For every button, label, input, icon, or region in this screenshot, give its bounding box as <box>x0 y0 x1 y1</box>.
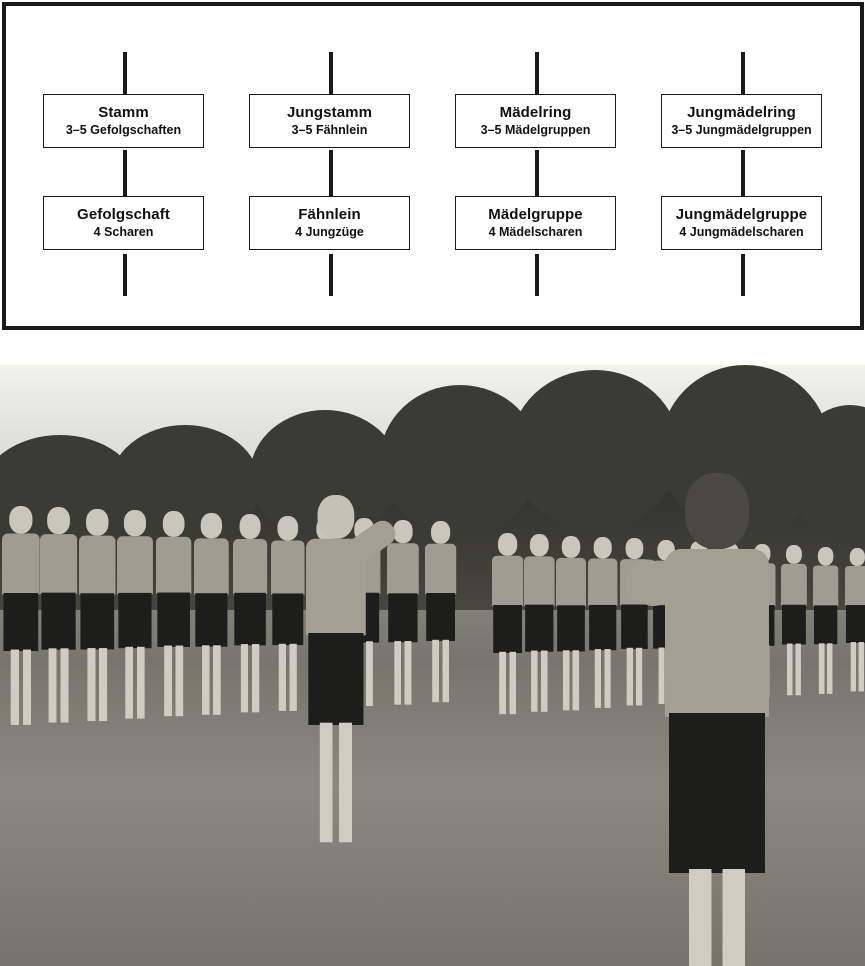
unit-name: Gefolgschaft <box>77 206 170 223</box>
head <box>498 533 517 556</box>
head <box>818 547 834 565</box>
shorts <box>621 605 648 649</box>
org-box-jungstamm <box>249 94 410 148</box>
legs <box>87 648 107 721</box>
org-box-jungmaedelgruppe <box>661 196 822 250</box>
head <box>239 514 260 539</box>
shirt <box>665 549 769 717</box>
legs <box>689 869 745 966</box>
shirt <box>40 534 77 594</box>
org-box-faehnlein <box>249 196 410 250</box>
head <box>786 545 802 564</box>
shorts <box>814 605 837 644</box>
unit-name: Jungstamm <box>286 104 373 121</box>
shorts <box>42 593 76 650</box>
legs <box>432 640 449 702</box>
unit-subdivision: 3–5 Jungmädelgruppen <box>671 123 812 137</box>
historical-photograph <box>0 365 865 966</box>
connector-line <box>535 254 539 296</box>
connector-line <box>123 52 127 96</box>
shorts <box>493 605 522 653</box>
org-box-gefolgschaft <box>43 196 204 250</box>
shirt <box>845 566 865 606</box>
unit-subdivision: 3–5 Gefolgschaften <box>65 123 182 137</box>
head <box>201 513 222 538</box>
shorts <box>426 593 455 641</box>
connector-line <box>741 52 745 96</box>
shirt <box>556 558 586 606</box>
tree <box>510 370 680 530</box>
unit-name: Jungmädelring <box>687 104 796 121</box>
shirt <box>425 544 456 594</box>
connector-line <box>741 150 745 196</box>
connector-line <box>535 52 539 96</box>
head <box>594 537 612 559</box>
shirt <box>79 535 116 594</box>
shorts <box>80 593 114 649</box>
connector-line <box>329 150 333 196</box>
org-column-jungstamm <box>249 6 414 326</box>
head <box>48 507 71 534</box>
shorts <box>234 593 266 646</box>
shirt <box>492 556 523 606</box>
legs <box>164 646 183 717</box>
shirt <box>387 543 419 594</box>
unit-subdivision: 4 Jungzüge <box>295 225 364 239</box>
unit-subdivision: 4 Mädelscharen <box>488 225 583 239</box>
legs <box>627 648 643 706</box>
shorts <box>3 593 38 651</box>
shirt <box>233 539 267 594</box>
head <box>278 516 299 541</box>
shirt <box>117 536 153 594</box>
legs <box>279 643 297 710</box>
unit-subdivision: 4 Scharen <box>93 225 154 239</box>
unit-subdivision: 4 Jungmädelscharen <box>679 225 804 239</box>
unit-name: Stamm <box>98 104 149 121</box>
legs <box>241 644 259 712</box>
shorts <box>557 605 585 651</box>
shirt <box>588 559 617 607</box>
org-column-stamm <box>43 6 208 326</box>
org-box-maedelgruppe <box>455 196 616 250</box>
legs <box>11 650 31 725</box>
shorts <box>589 605 616 650</box>
org-column-maedelring <box>455 6 620 326</box>
unit-name: Mädelring <box>499 104 572 121</box>
shirt <box>271 540 305 594</box>
shorts <box>196 593 228 646</box>
legs <box>563 650 579 710</box>
shorts <box>525 605 553 652</box>
head <box>124 510 146 536</box>
org-box-maedelring <box>455 94 616 148</box>
legs <box>851 642 864 691</box>
legs <box>202 645 221 714</box>
legs <box>49 649 69 723</box>
shorts <box>272 593 303 645</box>
shirt <box>156 537 191 594</box>
head <box>393 520 413 543</box>
shorts <box>157 593 190 647</box>
legs <box>394 641 411 705</box>
head <box>562 536 580 558</box>
connector-line <box>535 150 539 196</box>
shirt <box>781 564 807 606</box>
connector-line <box>741 254 745 296</box>
shirt <box>524 557 555 606</box>
head <box>685 473 749 549</box>
legs <box>595 649 611 708</box>
legs <box>531 651 547 712</box>
unit-name: Mädelgruppe <box>488 206 583 223</box>
shirt <box>2 534 40 595</box>
legs <box>819 643 833 694</box>
shirt <box>194 538 229 594</box>
connector-line <box>123 150 127 196</box>
head <box>431 521 450 544</box>
connector-line <box>329 254 333 296</box>
org-box-stamm <box>43 94 204 148</box>
org-box-jungmaedelring <box>661 94 822 148</box>
legs <box>320 723 352 843</box>
head <box>850 548 865 566</box>
head <box>530 534 549 556</box>
legs <box>499 652 516 714</box>
legs <box>787 644 801 696</box>
head <box>318 495 355 539</box>
shorts <box>669 713 765 873</box>
head <box>86 509 108 536</box>
shorts <box>119 593 152 648</box>
unit-subdivision: 3–5 Fähnlein <box>291 123 368 137</box>
shirt <box>813 565 838 606</box>
shorts <box>308 633 363 725</box>
shorts <box>388 593 417 642</box>
unit-subdivision: 3–5 Mädelgruppen <box>480 123 591 137</box>
shorts <box>846 605 865 643</box>
shorts <box>782 605 806 645</box>
connector-line <box>123 254 127 296</box>
head <box>9 506 32 534</box>
connector-line <box>329 52 333 96</box>
legs <box>126 647 145 719</box>
head <box>163 511 185 537</box>
org-chart-frame <box>2 2 864 330</box>
org-column-jungmaedelring <box>661 6 826 326</box>
unit-name: Jungmädelgruppe <box>675 206 808 223</box>
unit-name: Fähnlein <box>298 206 361 223</box>
